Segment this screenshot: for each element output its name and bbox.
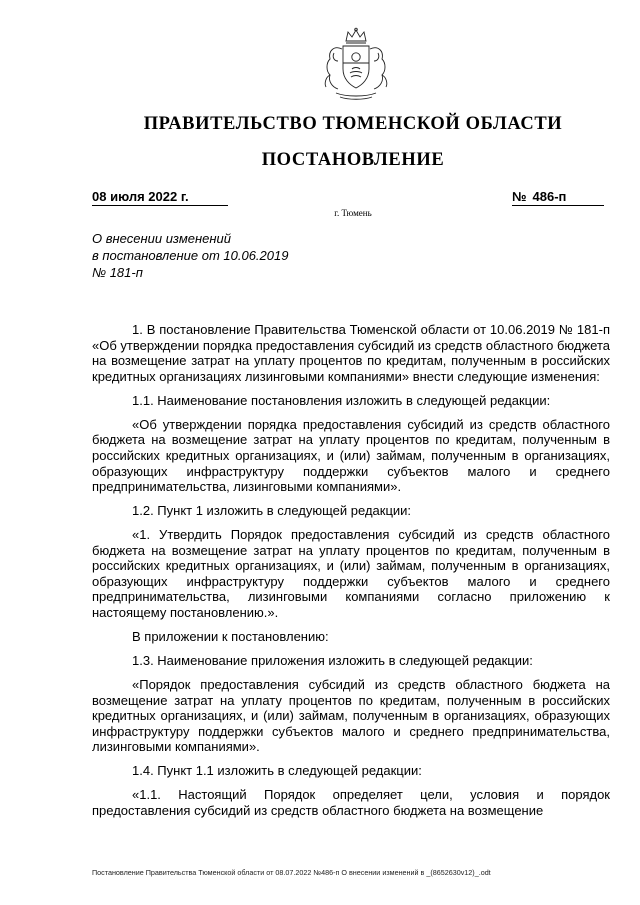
document-body (92, 322, 610, 827)
body-paragraph: 1.1. Наименование постановления изложить в следующей редакции: (132, 392, 551, 408)
body-paragraph: В приложении к постановлению: (132, 629, 329, 645)
body-paragraph: «1.1. Настоящий Порядок определяет цели, условия и порядок предоставления субсидий из средств областного бюджета на возмещение (92, 787, 610, 818)
document-number: 486-п (532, 189, 567, 204)
subject-line: О внесении изменений (92, 231, 231, 246)
document-number-field (512, 188, 604, 206)
body-paragraph: «Об утверждении порядка предоставления субсидий из средств областного бюджета на возмещение затрат на уплату процентов по кредитам, полученным в российских кредитных организациях, и (или) займам, полученным в организациях, образующих инфраструктуру поддержки субъектов малого и среднего предпринимательства, лизинговыми компаниями». (92, 416, 610, 495)
government-title: ПРАВИТЕЛЬСТВО ТЮМЕНСКОЙ ОБЛАСТИ (143, 114, 563, 134)
subject-line: № 181-п (92, 265, 143, 280)
body-paragraph: 1.3. Наименование приложения изложить в следующей редакции: (132, 653, 533, 669)
document-type-title: ПОСТАНОВЛЕНИЕ (261, 150, 445, 170)
document-date: 08 июля 2022 г. (92, 188, 228, 206)
document-subject (92, 230, 372, 281)
body-paragraph: «Порядок предоставления субсидий из средств областного бюджета на возмещение затрат на уплату процентов по кредитам, полученным в российских кредитных организациях, и (или) займам, полученным в организациях, образующих инфраструктуру поддержки субъектов малого и среднего предпринимательства, лизинговыми компаниями». (92, 677, 610, 755)
body-paragraph: «1. Утвердить Порядок предоставления субсидий из средств областного бюджета на возмещение затрат на уплату процентов по кредитам, полученным в российских кредитных организациях, и (или) займам, полученным в организациях, образующих инфраструктуру поддержки субъектов малого и среднего предпринимательства, лизинговыми компаниями согласно приложению к настоящему постановлению.». (92, 527, 610, 621)
subject-line: в постановление от 10.06.2019 (92, 248, 289, 263)
coat-of-arms-emblem (312, 27, 400, 103)
body-paragraph: 1.2. Пункт 1 изложить в следующей редакции: (132, 503, 412, 519)
city-label: г. Тюмень (334, 208, 372, 218)
page-footer: Постановление Правительства Тюменской области от 08.07.2022 №486-п О внесении изменений в _(8652630v12)_.odt (92, 868, 491, 877)
body-paragraph: 1.4. Пункт 1.1 изложить в следующей редакции: (132, 763, 422, 779)
body-paragraph: 1. В постановление Правительства Тюменской области от 10.06.2019 № 181-п «Об утверждении порядка предоставления субсидий из средств областного бюджета на возмещение затрат на уплату процентов по кредитам, полученным в российских кредитных организациях лизинговыми компаниями» внести следующие изменения: (92, 322, 610, 384)
number-sign: № (512, 189, 527, 204)
